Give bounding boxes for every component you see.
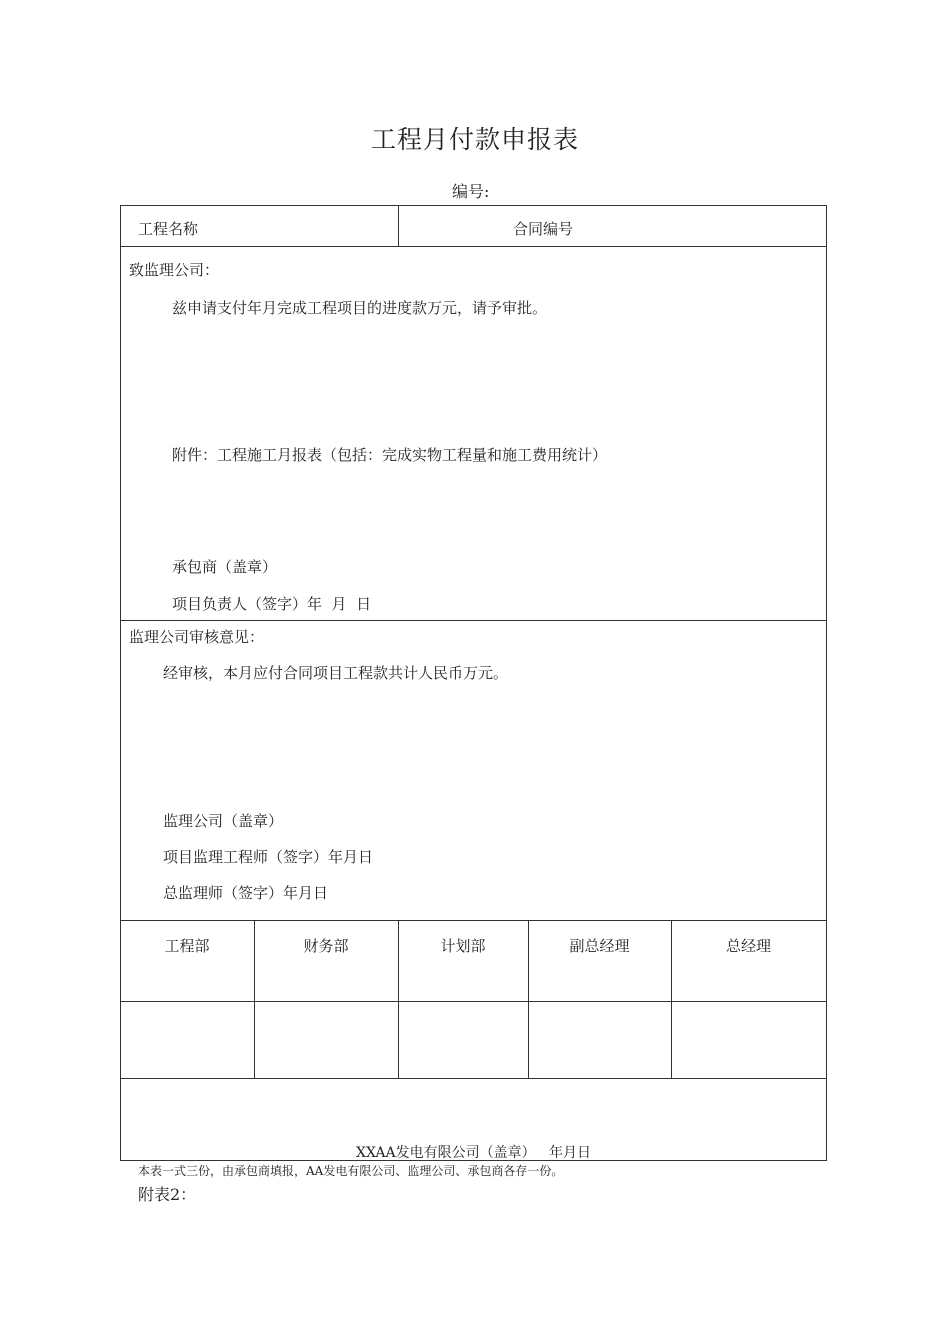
column-divider [398,205,399,246]
table-border-left [120,205,121,1160]
supervision-seal: 监理公司（盖章） [163,812,284,830]
review-heading: 监理公司审核意见： [129,628,265,646]
contractor-seal: 承包商（盖章） [172,558,278,576]
chief-signature-line: 总监理师（签字）年月日 [163,884,329,902]
copies-note: 本表一式三份，由承包商填报，AA发电有限公司、监理公司、承包商各存一份。 [138,1164,564,1178]
page-title: 工程月付款申报表 [370,125,579,154]
row-divider [120,620,827,621]
document-number-label: 编号: [452,182,490,201]
contract-number-label: 合同编号 [513,220,574,238]
row-divider [120,1078,827,1079]
table-border-right [826,205,827,1160]
approval-column-finance: 财务部 [303,937,349,955]
manager-signature-line: 项目负责人（签字）年 月 日 [172,595,372,613]
row-divider [120,1001,827,1002]
company-seal-line: XXAA发电有限公司（盖章） 年月日 [355,1145,591,1161]
table-border-top [120,205,827,206]
attachment-text: 附件：工程施工月报表（包括：完成实物工程量和施工费用统计） [172,446,608,464]
payment-request-text: 兹申请支付年月完成工程项目的进度款万元，请予审批。 [172,299,548,317]
approval-column-planning: 计划部 [440,937,486,955]
engineer-signature-line: 项目监理工程师（签字）年月日 [163,848,374,866]
approval-column-gm: 总经理 [725,937,771,955]
review-statement: 经审核，本月应付合同项目工程款共计人民币万元。 [163,664,509,682]
project-name-label: 工程名称 [138,220,199,238]
approval-column-deputy-gm: 副总经理 [569,937,630,955]
row-divider [120,246,827,247]
row-divider [120,920,827,921]
approval-column-engineering: 工程部 [164,937,210,955]
appendix-label: 附表2： [138,1185,197,1204]
addressee: 致监理公司： [129,261,220,279]
